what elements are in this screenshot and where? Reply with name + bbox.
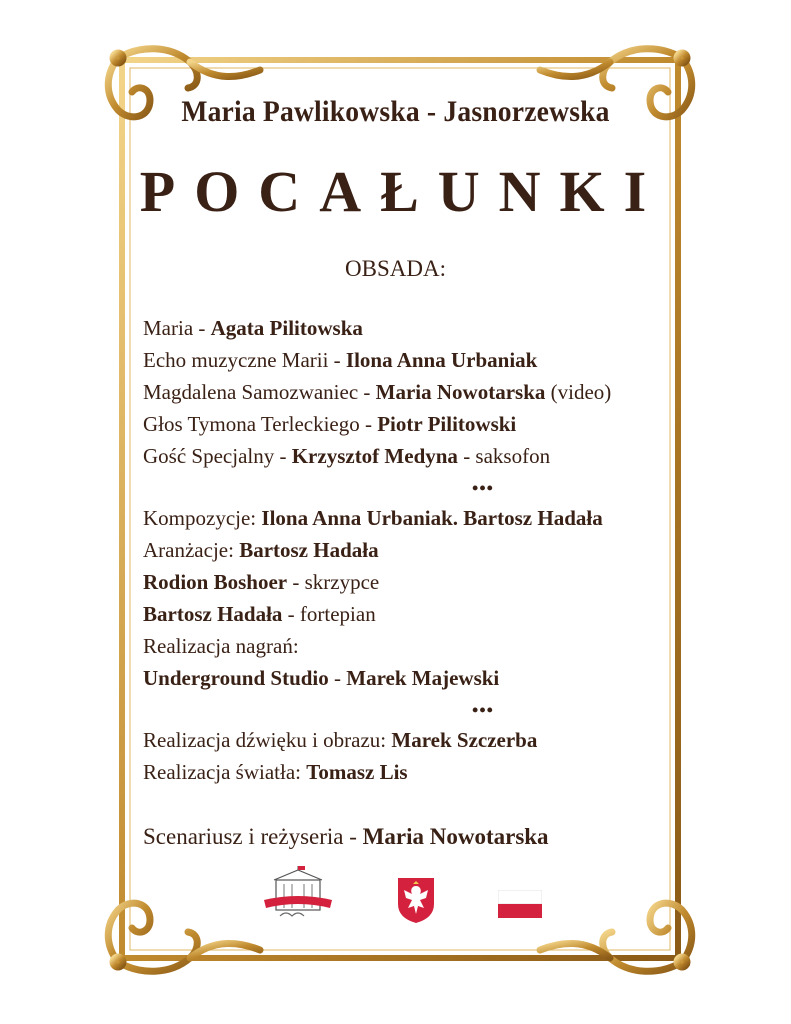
credit-suffix: (video) bbox=[545, 380, 612, 404]
credit-role: Aranżacje: bbox=[143, 538, 240, 562]
credit-line bbox=[143, 599, 703, 631]
credit-line bbox=[143, 663, 703, 695]
credit-name: Krzysztof Medyna bbox=[291, 444, 458, 468]
credit-line bbox=[143, 631, 703, 663]
credit-name-secondary: Marek Majewski bbox=[346, 666, 500, 690]
credit-role: Maria - bbox=[143, 316, 211, 340]
credit-name: Tomasz Lis bbox=[306, 760, 408, 784]
credit-role: Realizacja światła: bbox=[143, 760, 307, 784]
credit-line bbox=[143, 535, 703, 567]
credit-role: Gość Specjalny - bbox=[143, 444, 292, 468]
credit-role: Realizacja nagrań: bbox=[143, 634, 299, 658]
credit-name: Bartosz Hadała bbox=[143, 602, 283, 626]
page-title: POCAŁUNKI bbox=[139, 159, 666, 224]
polish-eagle-emblem bbox=[396, 876, 436, 924]
credit-suffix: - fortepian bbox=[282, 602, 376, 626]
credit-name: Ilona Anna Urbaniak. Bartosz Hadała bbox=[261, 506, 603, 530]
credit-line bbox=[143, 409, 703, 441]
credit-line bbox=[143, 441, 703, 473]
credit-line bbox=[143, 503, 703, 535]
credit-name: Ilona Anna Urbaniak bbox=[345, 348, 538, 372]
credit-name: Maria Nowotarska bbox=[375, 380, 546, 404]
credit-suffix: - bbox=[328, 666, 347, 690]
credit-name: Underground Studio bbox=[143, 666, 329, 690]
credit-suffix: - saksofon bbox=[457, 444, 551, 468]
credit-line bbox=[143, 313, 703, 345]
credit-name: Piotr Pilitowski bbox=[377, 412, 517, 436]
director-credit bbox=[143, 824, 549, 850]
separator-dots: ••• bbox=[472, 700, 494, 720]
director-name: Maria Nowotarska bbox=[362, 824, 549, 849]
author-name: Maria Pawlikowska - Jasnorzewska bbox=[181, 95, 610, 128]
credit-line bbox=[143, 567, 703, 599]
credit-line bbox=[143, 345, 703, 377]
credit-role: Echo muzyczne Marii - bbox=[143, 348, 346, 372]
credit-name: Agata Pilitowska bbox=[210, 316, 363, 340]
section-heading-cast: OBSADA: bbox=[345, 256, 446, 281]
separator-dots: ••• bbox=[472, 478, 494, 498]
credit-line bbox=[143, 377, 703, 409]
credit-role: Głos Tymona Terleckiego - bbox=[143, 412, 378, 436]
credit-role: Realizacja dźwięku i obrazu: bbox=[143, 728, 392, 752]
credit-role: Kompozycje: bbox=[143, 506, 262, 530]
credits-list bbox=[143, 313, 703, 789]
credit-line bbox=[143, 757, 703, 789]
theater-logo bbox=[262, 866, 334, 930]
credit-suffix: - skrzypce bbox=[287, 570, 380, 594]
director-role: Scenariusz i reżyseria - bbox=[143, 824, 363, 849]
credit-name: Rodion Boshoer bbox=[143, 570, 288, 594]
credit-line bbox=[143, 725, 703, 757]
credit-role: Magdalena Samozwaniec - bbox=[143, 380, 376, 404]
polish-flag bbox=[498, 890, 542, 918]
credit-name: Marek Szczerba bbox=[391, 728, 538, 752]
credit-name: Bartosz Hadała bbox=[239, 538, 379, 562]
